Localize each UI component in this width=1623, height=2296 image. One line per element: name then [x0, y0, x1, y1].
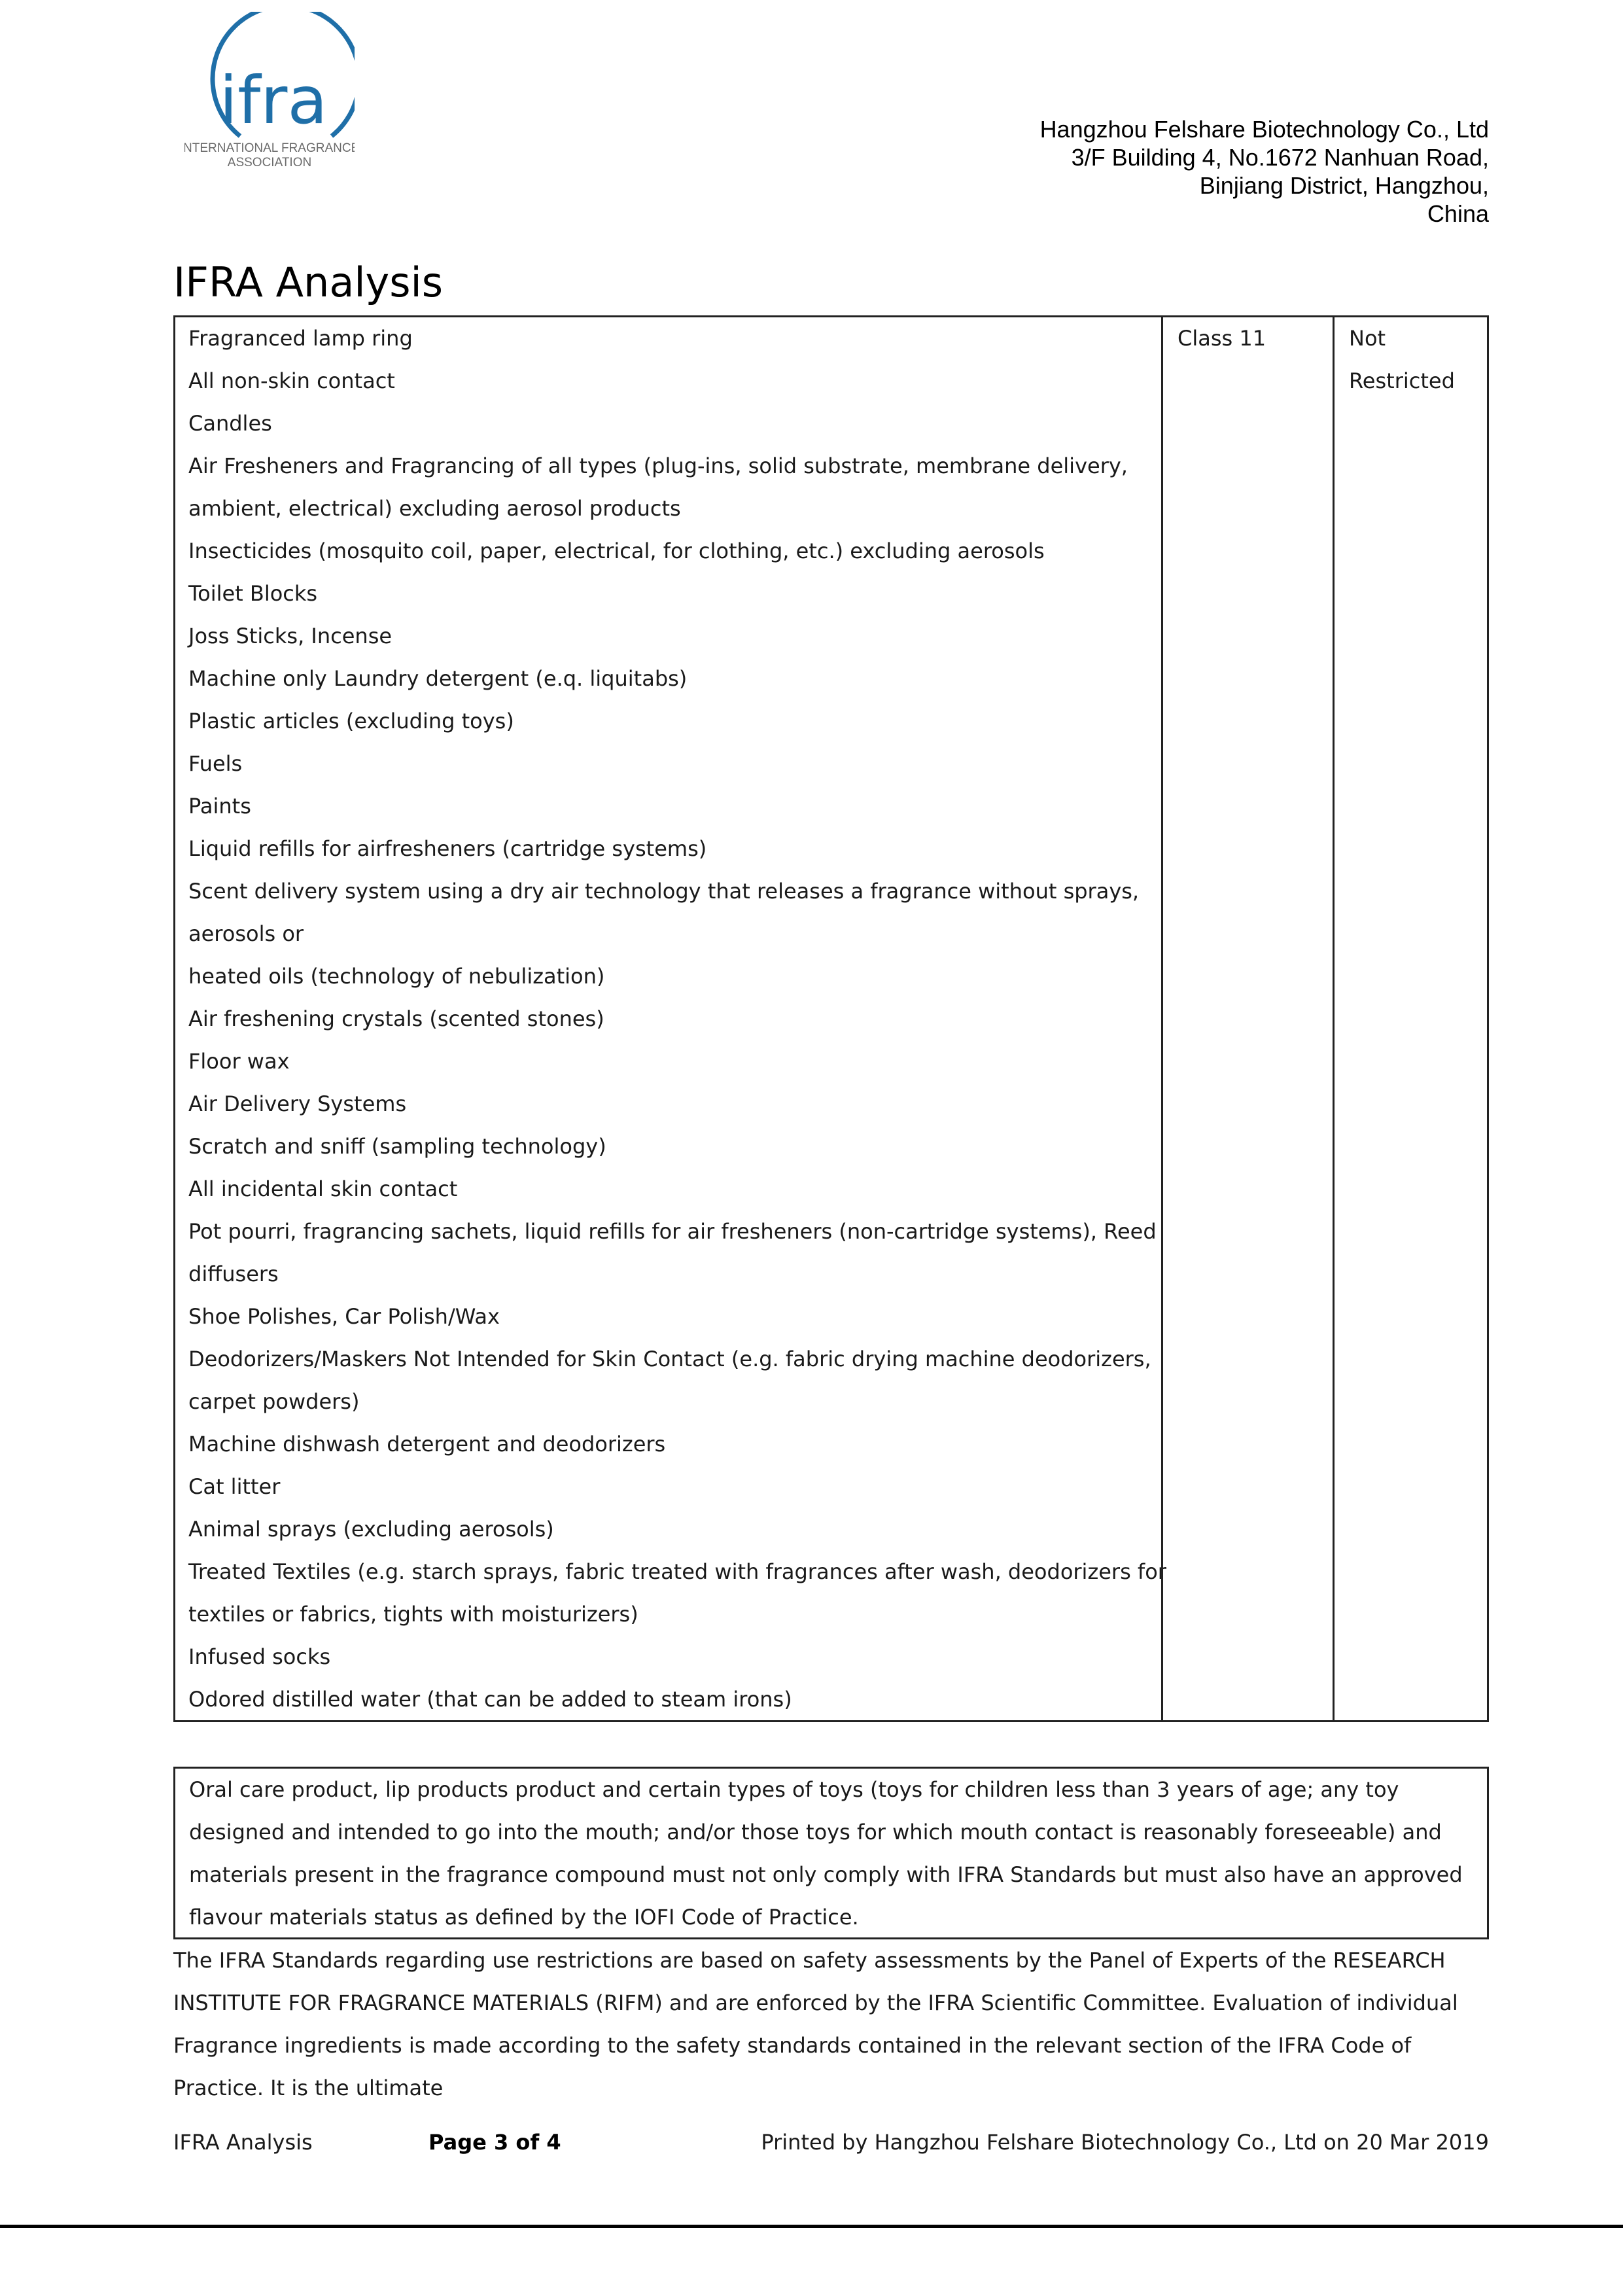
product-type-item: Scent delivery system using a dry air technology that releases a fragrance without sprays,: [188, 879, 1140, 904]
page-footer: [173, 2123, 1489, 2162]
status-column: [1333, 317, 1487, 1720]
product-type-item: Treated Textiles (e.g. starch sprays, fabric treated with fragrances after wash, deodorizers for: [188, 1559, 1166, 1584]
status-text: Not: [1349, 326, 1386, 351]
product-type-item: aerosols or: [188, 921, 304, 946]
company-address-line: 3/F Building 4, No.1672 Nanhuan Road,: [1071, 144, 1489, 171]
product-type-item: Toilet Blocks: [188, 581, 318, 606]
status-text: Restricted: [1349, 368, 1455, 393]
logo-org-line2: ASSOCIATION: [227, 156, 312, 169]
company-address-line: Binjiang District, Hangzhou,: [1199, 172, 1489, 199]
product-type-item: All non-skin contact: [188, 368, 395, 393]
product-types-list: [188, 317, 1166, 1721]
product-type-item: textiles or fabrics, tights with moisturizers): [188, 1602, 638, 1627]
ifra-logo: [184, 12, 355, 175]
product-types-column: [175, 317, 1166, 1720]
product-type-item: Candles: [188, 411, 272, 436]
product-type-item: Shoe Polishes, Car Polish/Wax: [188, 1304, 500, 1329]
product-type-item: Air freshening crystals (scented stones): [188, 1006, 604, 1031]
company-name: Hangzhou Felshare Biotechnology Co., Ltd: [1039, 116, 1489, 143]
product-type-item: Fuels: [188, 751, 243, 776]
product-type-item: heated oils (technology of nebulization): [188, 964, 605, 989]
logo-org-line1: INTERNATIONAL FRAGRANCE: [184, 141, 355, 155]
product-type-item: Machine dishwash detergent and deodorizers: [188, 1432, 666, 1457]
company-address: [1040, 115, 1489, 228]
product-type-item: Cat litter: [188, 1474, 281, 1499]
product-type-item: Machine only Laundry detergent (e.q. liquitabs): [188, 666, 688, 691]
company-country: China: [1427, 200, 1489, 227]
product-type-item: Joss Sticks, Incense: [188, 624, 393, 648]
oral-care-notice: [173, 1767, 1489, 1939]
product-type-item: Pot pourri, fragrancing sachets, liquid refills for air fresheners (non-cartridge systems), Reed: [188, 1219, 1157, 1244]
product-type-item: Plastic articles (excluding toys): [188, 709, 514, 733]
class-column: [1161, 317, 1335, 1720]
status-cell: [1349, 317, 1455, 402]
product-type-item: Air Delivery Systems: [188, 1091, 407, 1116]
product-type-item: diffusers: [188, 1262, 279, 1286]
standards-footnote: The IFRA Standards regarding use restrictions are based on safety assessments by the Panel of Experts of the RESEARCH INSTITUTE FOR FRAGRANCE MATERIALS (RIFM) and are enforced by the IFRA Scientific Committee. Evaluation of individual Fragrance ingredients is made according to the safety standards contained in the relevant section of the IFRA Code of Practice. It is the ultimate: [173, 1948, 1458, 2100]
ifra-logo-mark: [184, 12, 355, 175]
logo-wordmark: ifra: [219, 62, 328, 139]
product-type-item: Liquid refills for airfresheners (cartridge systems): [188, 836, 707, 861]
footer-doc-title: IFRA Analysis: [173, 2130, 313, 2155]
printed-by: Printed by Hangzhou Felshare Biotechnology Co., Ltd on 20 Mar 2019: [761, 2130, 1489, 2155]
product-type-item: ambient, electrical) excluding aerosol products: [188, 496, 681, 521]
product-type-item: Animal sprays (excluding aerosols): [188, 1517, 554, 1542]
product-type-item: Fragranced lamp ring: [188, 326, 413, 351]
page-title: IFRA Analysis: [173, 258, 444, 306]
notice-text: Oral care product, lip products product and certain types of toys (toys for children less than 3 years of age; any toy designed and intended to go into the mouth; and/or those toys for which mouth contact is reasonably foreseeable) and materials present in the fragrance compound must not only comply with IFRA Standards but must also have an approved flavour materials status as defined by the IOFI Code of Practice.: [189, 1777, 1463, 1930]
product-type-item: Insecticides (mosquito coil, paper, electrical, for clothing, etc.) excluding aerosols: [188, 539, 1045, 563]
usage-table: [173, 315, 1489, 1722]
product-type-item: Scratch and sniff (sampling technology): [188, 1134, 606, 1159]
product-type-item: carpet powders): [188, 1389, 360, 1414]
product-type-item: Deodorizers/Maskers Not Intended for Skin Contact (e.g. fabric drying machine deodorizers,: [188, 1347, 1151, 1371]
product-type-item: Air Fresheners and Fragrancing of all types (plug-ins, solid substrate, membrane delivery,: [188, 453, 1128, 478]
page-number: Page 3 of 4: [428, 2130, 561, 2155]
product-type-item: Paints: [188, 794, 251, 819]
product-type-item: Floor wax: [188, 1049, 290, 1074]
product-type-item: Odored distilled water (that can be added to steam irons): [188, 1687, 792, 1712]
class-cell: Class 11: [1178, 326, 1266, 351]
product-type-item: Infused socks: [188, 1644, 331, 1669]
footer-rule: [0, 2225, 1623, 2228]
product-type-item: All incidental skin contact: [188, 1176, 458, 1201]
